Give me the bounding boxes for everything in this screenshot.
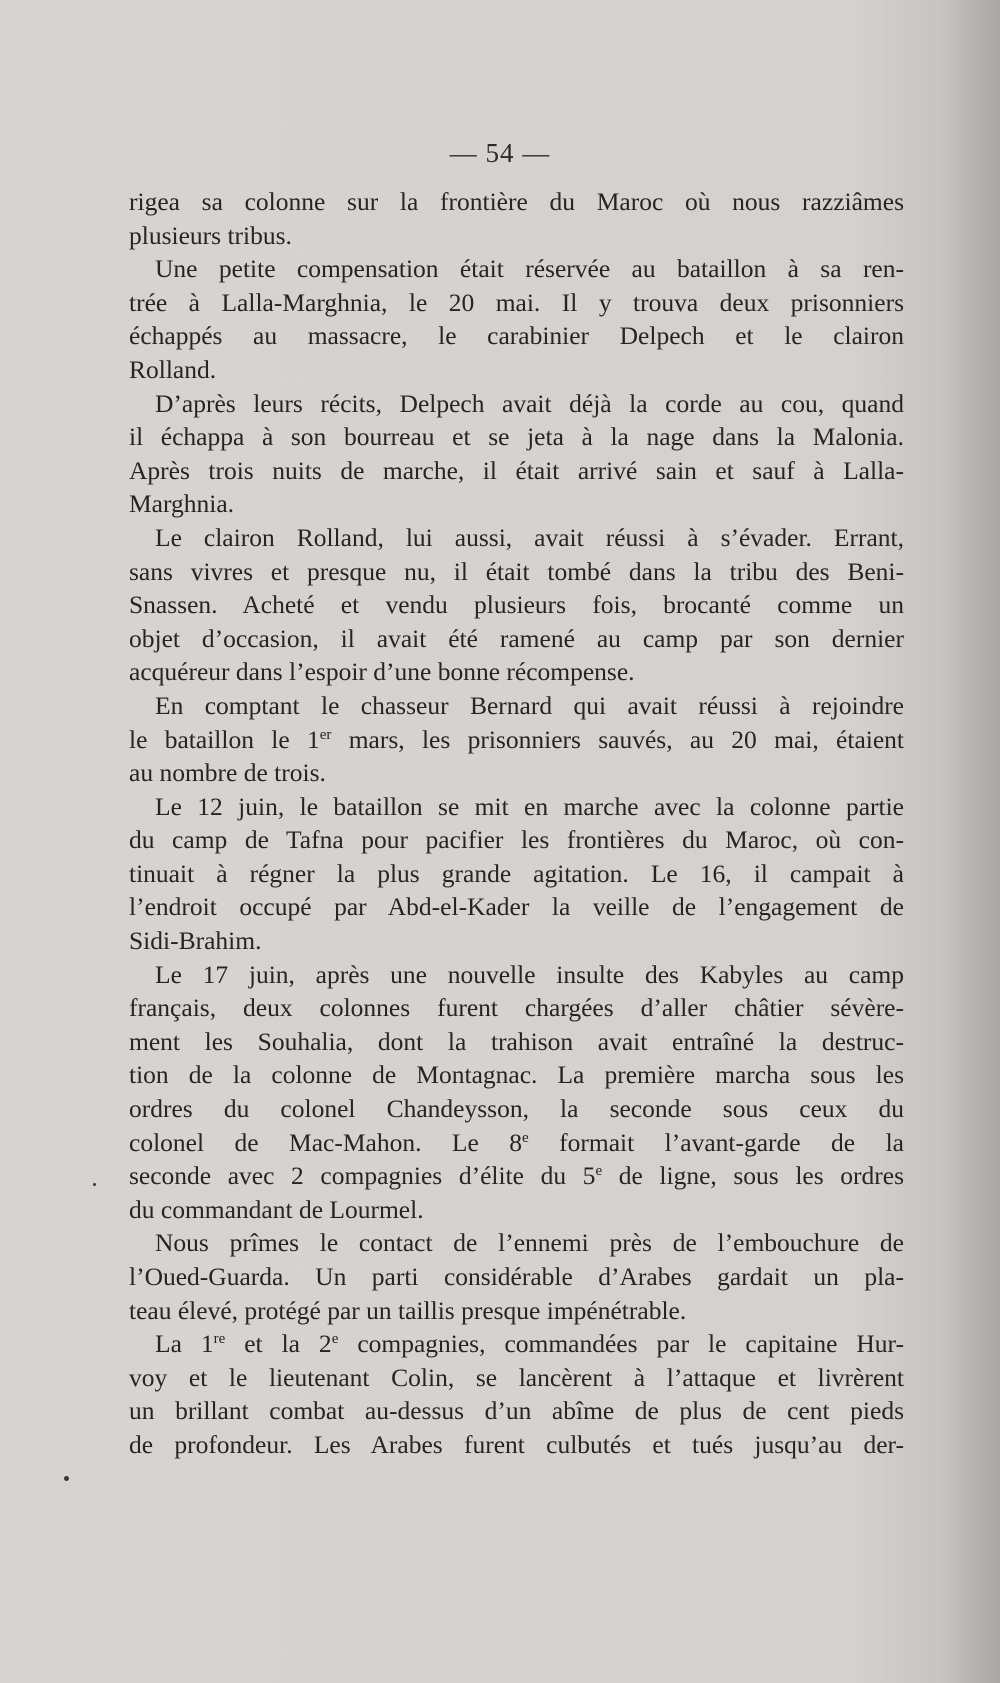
text-line [129,555,904,589]
line-text: En comptant le chasseur Bernard qui avait réussi à rejoindre [155,690,904,720]
line-text: l’Oued-Guarda. Un parti considérable d’Arabes gardait un pla- [129,1262,904,1291]
line-text: acquéreur dans l’espoir d’une bonne récompense. [129,657,635,687]
text-line [129,1126,904,1160]
text-line [129,1260,904,1294]
line-text: de profondeur. Les Arabes furent culbutés et tués jusqu’au der- [129,1429,904,1459]
text-line [129,1327,904,1361]
text-line [129,1361,904,1395]
superscript: e [331,1331,339,1348]
text-line [129,1092,904,1126]
line-text: un brillant combat au-dessus d’un abîme de plus de cent pieds [129,1396,904,1426]
text-line [129,823,904,857]
line-text: le bataillon le 1 [129,724,320,754]
line-text: La 1 [155,1329,214,1359]
line-text: Marghnia. [129,489,235,519]
line-text: il échappa à son bourreau et se jeta à la nage dans la Malonia. [129,422,904,452]
text-line [129,420,904,454]
superscript: e [522,1129,529,1146]
text-line [129,723,904,757]
text-line [129,991,904,1025]
text-line [129,521,904,555]
text-line [129,1193,904,1227]
text-line [129,185,904,219]
text-line [129,387,904,421]
text-line [129,857,904,891]
ink-speck [64,1476,69,1481]
line-text: Rolland. [129,354,217,384]
line-text: D’après leurs récits, Delpech avait déjà la corde au cou, quand [155,388,904,418]
line-text: colonel de Mac-Mahon. Le 8 [129,1127,523,1157]
superscript: e [595,1163,603,1180]
text-line [129,1294,904,1328]
line-text: trée à Lalla-Marghnia, le 20 mai. Il y trouva deux prisonniers [129,287,904,317]
text-line [129,622,904,656]
line-text: rigea sa colonne sur la frontière du Maroc où nous razziâmes [129,187,904,216]
line-text: Snassen. Acheté et vendu plusieurs fois, brocanté comme un [129,590,904,620]
text-line [129,286,904,320]
text-line [129,1428,904,1462]
superscript: er [319,726,332,743]
page-number: — 54 — [449,138,551,168]
text-line [129,487,904,521]
line-text: compagnies, commandées par le capitaine Hur- [338,1329,904,1359]
text-line [129,756,904,790]
line-text: formait l’avant-garde de la [528,1127,904,1157]
text-line [129,958,904,992]
line-text: voy et le lieutenant Colin, se lancèrent à l’attaque et livrèrent [129,1362,904,1392]
line-text: plusieurs tribus. [129,220,292,250]
line-text: Une petite compensation était réservée au bataillon à sa ren- [155,254,904,284]
line-text: sans vivres et presque nu, il était tombé dans la tribu des Beni- [129,556,904,586]
line-text: Le 17 juin, après une nouvelle insulte des Kabyles au camp [155,959,904,989]
line-text: seconde avec 2 compagnies d’élite du 5 [129,1161,596,1191]
line-text: français, deux colonnes furent chargées d’aller châtier sévère- [129,993,904,1023]
line-text: tinuait à régner la plus grande agitation. Le 16, il campait à [129,858,904,888]
text-line [129,890,904,924]
line-text: Le 12 juin, le bataillon se mit en marche avec la colonne partie [155,791,904,821]
text-line [129,689,904,723]
text-line [129,924,904,958]
line-text: teau élevé, protégé par un taillis presque impénétrable. [129,1295,687,1325]
text-line [129,219,904,253]
text-line [129,790,904,824]
text-line [129,319,904,353]
line-text: ment les Souhalia, dont la trahison avait entraîné la destruc- [129,1026,904,1056]
text-line [129,1394,904,1428]
line-text: ordres du colonel Chandeysson, la seconde sous ceux du [129,1094,904,1124]
line-text: Sidi-Brahim. [129,926,262,956]
line-text: Le clairon Rolland, lui aussi, avait réussi à s’évader. Errant, [155,522,904,552]
text-line [129,252,904,286]
text-line [129,1025,904,1059]
line-text: échappés au massacre, le carabinier Delpech et le clairon [129,321,904,351]
body-text [129,185,904,1462]
superscript: re [213,1331,226,1348]
line-text: du commandant de Lourmel. [129,1194,424,1224]
text-line [129,353,904,387]
line-text: tion de la colonne de Montagnac. La première marcha sous les [129,1060,904,1090]
line-text: au nombre de trois. [129,758,326,788]
line-text: l’endroit occupé par Abd-el-Kader la veille de l’engagement de [129,892,904,922]
text-line [129,1058,904,1092]
text-line [129,655,904,689]
line-text: Nous prîmes le contact de l’ennemi près de l’embouchure de [155,1228,904,1258]
text-line [129,454,904,488]
line-text: Après trois nuits de marche, il était arrivé sain et sauf à Lalla- [129,455,904,485]
line-text: du camp de Tafna pour pacifier les frontières du Maroc, où con- [129,825,904,855]
line-text: mars, les prisonniers sauvés, au 20 mai, étaient [331,724,904,754]
line-text: objet d’occasion, il avait été ramené au camp par son dernier [129,623,904,653]
text-line [129,588,904,622]
line-text: de ligne, sous les ordres [602,1161,904,1191]
text-line [129,1226,904,1260]
line-text: et la 2 [225,1329,332,1359]
text-line [129,1159,904,1193]
ink-speck [93,1183,96,1186]
